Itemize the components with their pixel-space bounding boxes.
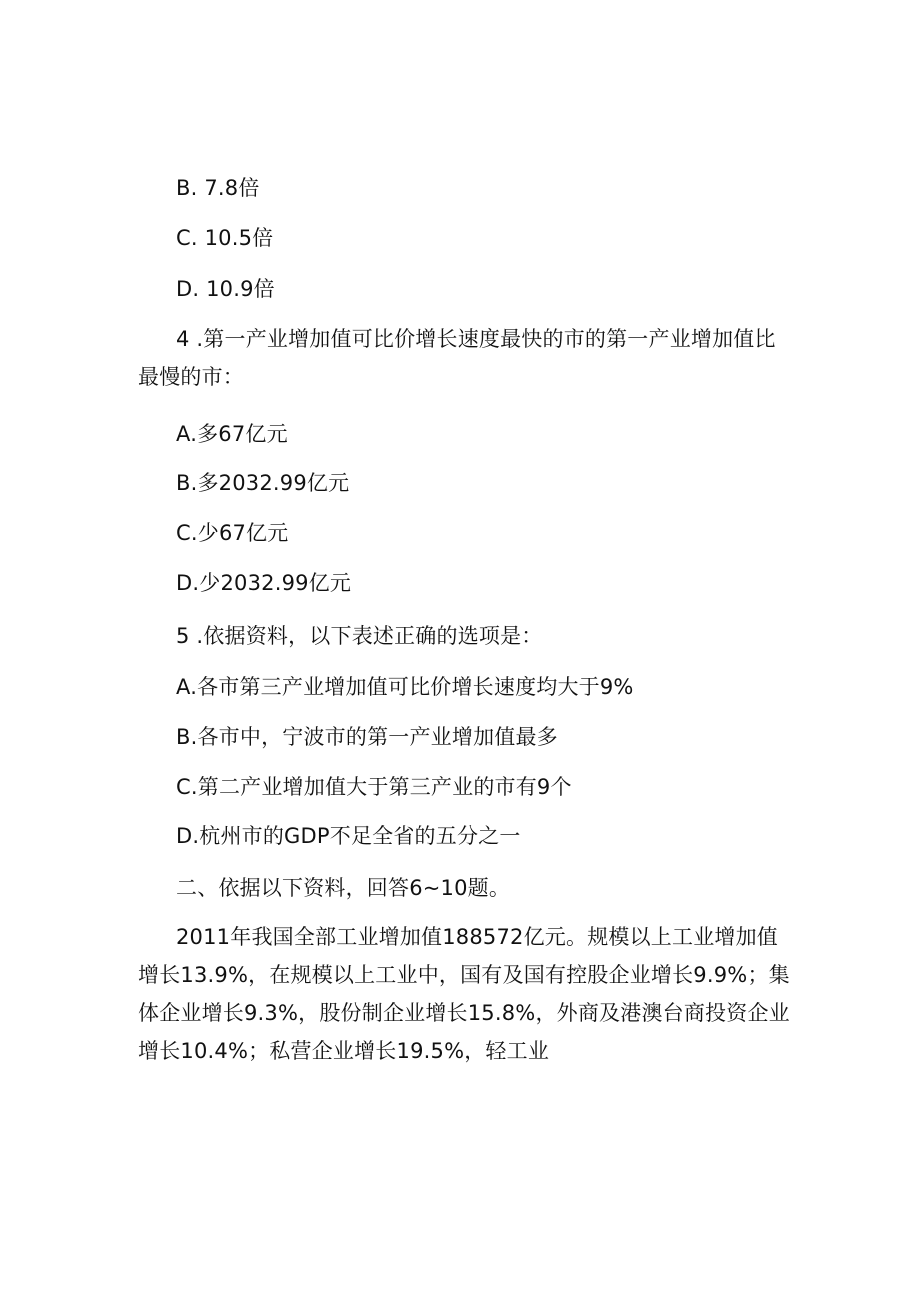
q4-option-d: D.少2032.99亿元	[176, 571, 352, 595]
q4-option-b: B.多2032.99亿元	[176, 471, 350, 495]
q4-option-a: A.多67亿元	[176, 422, 288, 446]
q3-option-b: B. 7.8倍	[176, 176, 260, 200]
section-2-heading: 二、依据以下资料，回答6~10题。	[176, 876, 511, 900]
q5-stem: 5 .依据资料，以下表述正确的选项是：	[176, 624, 543, 648]
section-2-passage: 2011年我国全部工业增加值188572亿元。规模以上工业增加值增长13.9%，在规模以上工业中，国有及国有控股企业增长9.9%；集体企业增长9.3%，股份制企业增长15.8%，外商及港澳台商投资企业增长10.4%；私营企业增长19.5%，轻工业	[138, 925, 790, 1063]
q5-option-b: B.各市中，宁波市的第一产业增加值最多	[176, 725, 558, 749]
q5-option-d: D.杭州市的GDP不足全省的五分之一	[176, 824, 521, 848]
q5-option-a: A.各市第三产业增加值可比价增长速度均大于9%	[176, 675, 634, 699]
q4-option-c: C.少67亿元	[176, 521, 289, 545]
q3-option-c: C. 10.5倍	[176, 226, 274, 250]
q3-option-d: D. 10.9倍	[176, 277, 275, 301]
q4-stem: 4 .第一产业增加值可比价增长速度最快的市的第一产业增加值比最慢的市：	[138, 327, 776, 389]
q5-option-c: C.第二产业增加值大于第三产业的市有9个	[176, 775, 572, 799]
